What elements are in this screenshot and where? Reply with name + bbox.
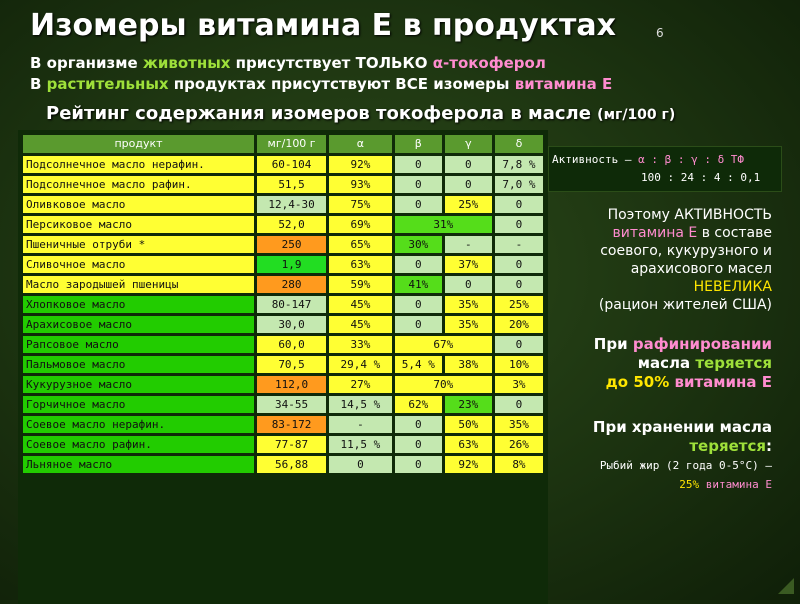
activity-ratio: α : β : γ : δ ТФ xyxy=(638,153,745,166)
text: : xyxy=(766,437,772,455)
cell-product: Оливковое масло xyxy=(23,196,254,213)
text-highlight: 25% xyxy=(679,478,706,491)
note-line xyxy=(593,475,772,494)
cell-delta: 10% xyxy=(495,356,543,373)
cell-beta-gamma: 31% xyxy=(395,216,492,233)
cell-alpha: 45% xyxy=(329,316,392,333)
cell-gamma: 63% xyxy=(445,436,492,453)
cell-alpha: 75% xyxy=(329,196,392,213)
table-row xyxy=(23,296,543,313)
cell-gamma: 25% xyxy=(445,196,492,213)
cell-mg: 51,5 xyxy=(257,176,326,193)
text: При xyxy=(593,335,633,353)
cell-product: Хлопковое масло xyxy=(23,296,254,313)
cell-product: Сливочное масло xyxy=(23,256,254,273)
cell-delta: 3% xyxy=(495,376,543,393)
cell-mg: 12,4-30 xyxy=(257,196,326,213)
cell-delta: 0 xyxy=(495,216,543,233)
cell-alpha: 11,5 % xyxy=(329,436,392,453)
cell-product: Пшеничные отруби * xyxy=(23,236,254,253)
cell-gamma: 92% xyxy=(445,456,492,473)
table-row xyxy=(23,416,543,433)
cell-alpha: 93% xyxy=(329,176,392,193)
col-header-delta: δ xyxy=(495,135,543,153)
cell-product: Подсолнечное масло нерафин. xyxy=(23,156,254,173)
table-row xyxy=(23,316,543,333)
cell-gamma: 23% xyxy=(445,396,492,413)
cell-mg: 1,9 xyxy=(257,256,326,273)
cell-alpha: 0 xyxy=(329,456,392,473)
note-line: Рыбий жир (2 года 0-5°С) – xyxy=(599,459,772,472)
note-line xyxy=(593,437,772,456)
col-header-alpha: α xyxy=(329,135,392,153)
cell-mg: 112,0 xyxy=(257,376,326,393)
note-line xyxy=(599,224,772,242)
text-highlight: рафинировании xyxy=(632,335,772,353)
table-row xyxy=(23,216,543,233)
cell-beta: 41% xyxy=(395,276,442,293)
table-heading-unit: (мг/100 г) xyxy=(597,107,676,123)
cell-gamma: 35% xyxy=(445,316,492,333)
activity-box xyxy=(548,146,782,192)
cell-product: Пальмовое масло xyxy=(23,356,254,373)
col-header-mg: мг/100 г xyxy=(257,135,326,153)
note-line: Поэтому АКТИВНОСТЬ xyxy=(607,207,772,223)
cell-mg: 70,5 xyxy=(257,356,326,373)
table-row xyxy=(23,436,543,453)
table-body xyxy=(23,156,543,473)
text: присутствует ТОЛЬКО xyxy=(230,54,433,72)
cell-product: Персиковое масло xyxy=(23,216,254,233)
cell-delta: 0 xyxy=(495,276,543,293)
text-highlight: теряется xyxy=(689,437,766,455)
note-line-highlight: НЕВЕЛИКА xyxy=(693,279,772,295)
cell-alpha: 14,5 % xyxy=(329,396,392,413)
cell-beta: 0 xyxy=(395,176,442,193)
note-storage xyxy=(593,418,772,494)
col-header-beta: β xyxy=(395,135,442,153)
note-line xyxy=(594,335,772,354)
cell-alpha: 92% xyxy=(329,156,392,173)
cell-beta: 30% xyxy=(395,236,442,253)
table-header-row xyxy=(23,135,543,153)
table-row xyxy=(23,176,543,193)
text-highlight: витамина Е xyxy=(514,75,613,93)
cell-gamma: 0 xyxy=(445,176,492,193)
cell-beta: 0 xyxy=(395,416,442,433)
text-highlight: растительных xyxy=(46,75,169,93)
cell-gamma: 0 xyxy=(445,156,492,173)
table-row xyxy=(23,396,543,413)
cell-mg: 77-87 xyxy=(257,436,326,453)
cell-beta: 0 xyxy=(395,196,442,213)
tocopherol-table-container xyxy=(18,130,548,604)
cell-delta: 0 xyxy=(495,196,543,213)
table-row xyxy=(23,256,543,273)
note-line xyxy=(594,354,772,373)
text-highlight: витамина Е xyxy=(705,478,772,491)
cell-mg: 280 xyxy=(257,276,326,293)
cell-alpha: - xyxy=(329,416,392,433)
cell-product: Соевое масло рафин. xyxy=(23,436,254,453)
cell-beta: 0 xyxy=(395,256,442,273)
cell-delta: 7,8 % xyxy=(495,156,543,173)
text-highlight: α-токоферол xyxy=(432,54,546,72)
cell-product: Горчичное масло xyxy=(23,396,254,413)
subtitle-line-2 xyxy=(30,75,612,93)
cell-alpha: 33% xyxy=(329,336,392,353)
text: в составе xyxy=(697,225,772,241)
cell-gamma: 50% xyxy=(445,416,492,433)
tocopherol-table xyxy=(20,132,546,476)
cell-alpha: 59% xyxy=(329,276,392,293)
cell-product: Масло зародышей пшеницы xyxy=(23,276,254,293)
table-row xyxy=(23,336,543,353)
cell-gamma: - xyxy=(445,236,492,253)
slide-title: Изомеры витамина Е в продуктах xyxy=(30,8,616,43)
note-line xyxy=(594,373,772,392)
text: В xyxy=(30,75,47,93)
table-row xyxy=(23,356,543,373)
note-line: соевого, кукурузного и xyxy=(600,243,772,259)
cell-product: Соевое масло нерафин. xyxy=(23,416,254,433)
text-highlight: витамина Е xyxy=(674,373,772,391)
table-row xyxy=(23,456,543,473)
cell-mg: 83-172 xyxy=(257,416,326,433)
cell-gamma: 37% xyxy=(445,256,492,273)
cell-beta: 0 xyxy=(395,156,442,173)
cell-mg: 56,88 xyxy=(257,456,326,473)
cell-delta: - xyxy=(495,236,543,253)
note-activity xyxy=(599,206,772,314)
activity-values: 100 : 24 : 4 : 0,1 xyxy=(641,171,761,184)
cell-mg: 60,0 xyxy=(257,336,326,353)
col-header-product: продукт xyxy=(23,135,254,153)
note-line: При хранении масла xyxy=(592,418,772,436)
cell-beta-gamma: 70% xyxy=(395,376,492,393)
cell-gamma: 35% xyxy=(445,296,492,313)
activity-label: Активность – xyxy=(552,153,639,166)
cell-delta: 8% xyxy=(495,456,543,473)
table-row xyxy=(23,196,543,213)
cell-delta: 26% xyxy=(495,436,543,453)
cell-alpha: 45% xyxy=(329,296,392,313)
cell-beta: 0 xyxy=(395,456,442,473)
cell-product: Подсолнечное масло рафин. xyxy=(23,176,254,193)
cell-delta: 25% xyxy=(495,296,543,313)
cell-product: Рапсовое масло xyxy=(23,336,254,353)
cell-alpha: 69% xyxy=(329,216,392,233)
slide-number: 6 xyxy=(656,26,664,40)
cell-beta: 5,4 % xyxy=(395,356,442,373)
page-corner-decoration xyxy=(778,578,794,594)
cell-alpha: 65% xyxy=(329,236,392,253)
note-refining xyxy=(594,335,772,392)
cell-alpha: 63% xyxy=(329,256,392,273)
cell-beta: 0 xyxy=(395,296,442,313)
cell-gamma: 38% xyxy=(445,356,492,373)
table-row xyxy=(23,276,543,293)
cell-delta: 0 xyxy=(495,336,543,353)
cell-delta: 7,0 % xyxy=(495,176,543,193)
cell-gamma: 0 xyxy=(445,276,492,293)
activity-line xyxy=(552,153,744,166)
cell-delta: 35% xyxy=(495,416,543,433)
col-header-gamma: γ xyxy=(445,135,492,153)
text: масла xyxy=(637,354,696,372)
cell-beta: 0 xyxy=(395,316,442,333)
text-highlight: до 50% xyxy=(605,373,675,391)
cell-delta: 0 xyxy=(495,396,543,413)
cell-beta-gamma: 67% xyxy=(395,336,492,353)
cell-mg: 30,0 xyxy=(257,316,326,333)
text: В организме xyxy=(30,54,143,72)
text: продуктах присутствуют ВСЕ изомеры xyxy=(168,75,515,93)
cell-product: Арахисовое масло xyxy=(23,316,254,333)
cell-product: Льняное масло xyxy=(23,456,254,473)
table-heading-text: Рейтинг содержания изомеров токоферола в масле xyxy=(46,103,598,124)
note-line: (рацион жителей США) xyxy=(598,297,772,313)
cell-beta: 0 xyxy=(395,436,442,453)
cell-mg: 60-104 xyxy=(257,156,326,173)
text-highlight: теряется xyxy=(695,354,772,372)
cell-beta: 62% xyxy=(395,396,442,413)
cell-mg: 80-147 xyxy=(257,296,326,313)
cell-alpha: 27% xyxy=(329,376,392,393)
cell-mg: 52,0 xyxy=(257,216,326,233)
text-highlight: витамина Е xyxy=(612,225,698,241)
cell-mg: 250 xyxy=(257,236,326,253)
cell-delta: 0 xyxy=(495,256,543,273)
cell-mg: 34-55 xyxy=(257,396,326,413)
note-line: арахисового масел xyxy=(630,261,772,277)
text-highlight: животных xyxy=(142,54,231,72)
table-row xyxy=(23,376,543,393)
table-row xyxy=(23,236,543,253)
table-row xyxy=(23,156,543,173)
cell-delta: 20% xyxy=(495,316,543,333)
cell-product: Кукурузное масло xyxy=(23,376,254,393)
cell-alpha: 29,4 % xyxy=(329,356,392,373)
table-heading xyxy=(46,103,675,124)
subtitle-line-1 xyxy=(30,54,546,72)
